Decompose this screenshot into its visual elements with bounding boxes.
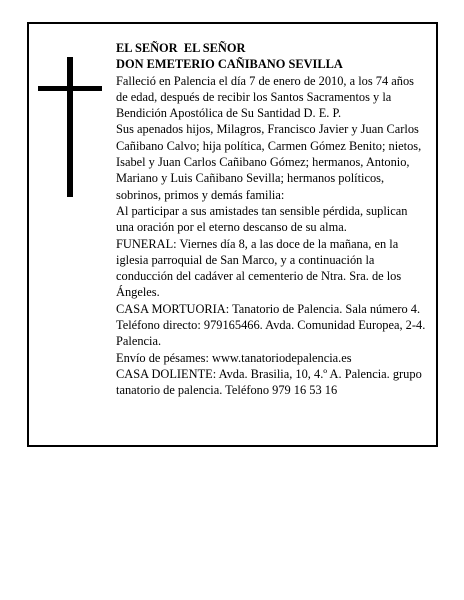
family-list: Sus apenados hijos, Milagros, Francisco Javier y Juan Carlos Cañibano Calvo; hija política, Carmen Gómez Benito; nietos, Isabel y Juan Carlos Cañibano Gómez; hermanos, Antonio, Mariano y Luis Cañibano Sevilla; hermanos políticos, sobrinos, primos y demás familia: (116, 122, 422, 202)
notice-heading-line-2: DON EMETERIO CAÑIBANO SEVILLA (116, 57, 343, 72)
notice-heading-line-1: EL SEÑOR EL SEÑOR (116, 41, 246, 55)
condolences-website: Envío de pésames: www.tanatoriodepalencia.es (116, 350, 352, 365)
prayer-request: Al participar a sus amistades tan sensible pérdida, suplican una oración por el eterno descanso de su alma. (116, 203, 408, 235)
funeral-home-details: CASA MORTUORIA: Tanatorio de Palencia. Sala número 4. Teléfono directo: 979165466. Avda. Comunidad Europea, 2-4. Palencia. (116, 301, 426, 349)
notice-text (116, 40, 428, 399)
death-announcement: Falleció en Palencia el día 7 de enero de 2010, a los 74 años de edad, después de recibir los Santos Sacramentos y la Bendición Apostólica de Su Santidad D. E. P. (116, 73, 414, 121)
funeral-details: FUNERAL: Viernes día 8, a las doce de la mañana, en la iglesia parroquial de San Marco, y a continuación la conducción del cadáver al cementerio de Ntra. Sra. de los Ángeles. (116, 236, 402, 300)
family-home-details: CASA DOLIENTE: Avda. Brasilia, 10, 4.º A. Palencia. grupo tanatorio de palencia. Teléfono 979 16 53 16 (116, 366, 422, 398)
obituary-notice (27, 22, 438, 447)
cross-icon (67, 57, 73, 197)
cross-icon-crossbar (38, 86, 102, 91)
